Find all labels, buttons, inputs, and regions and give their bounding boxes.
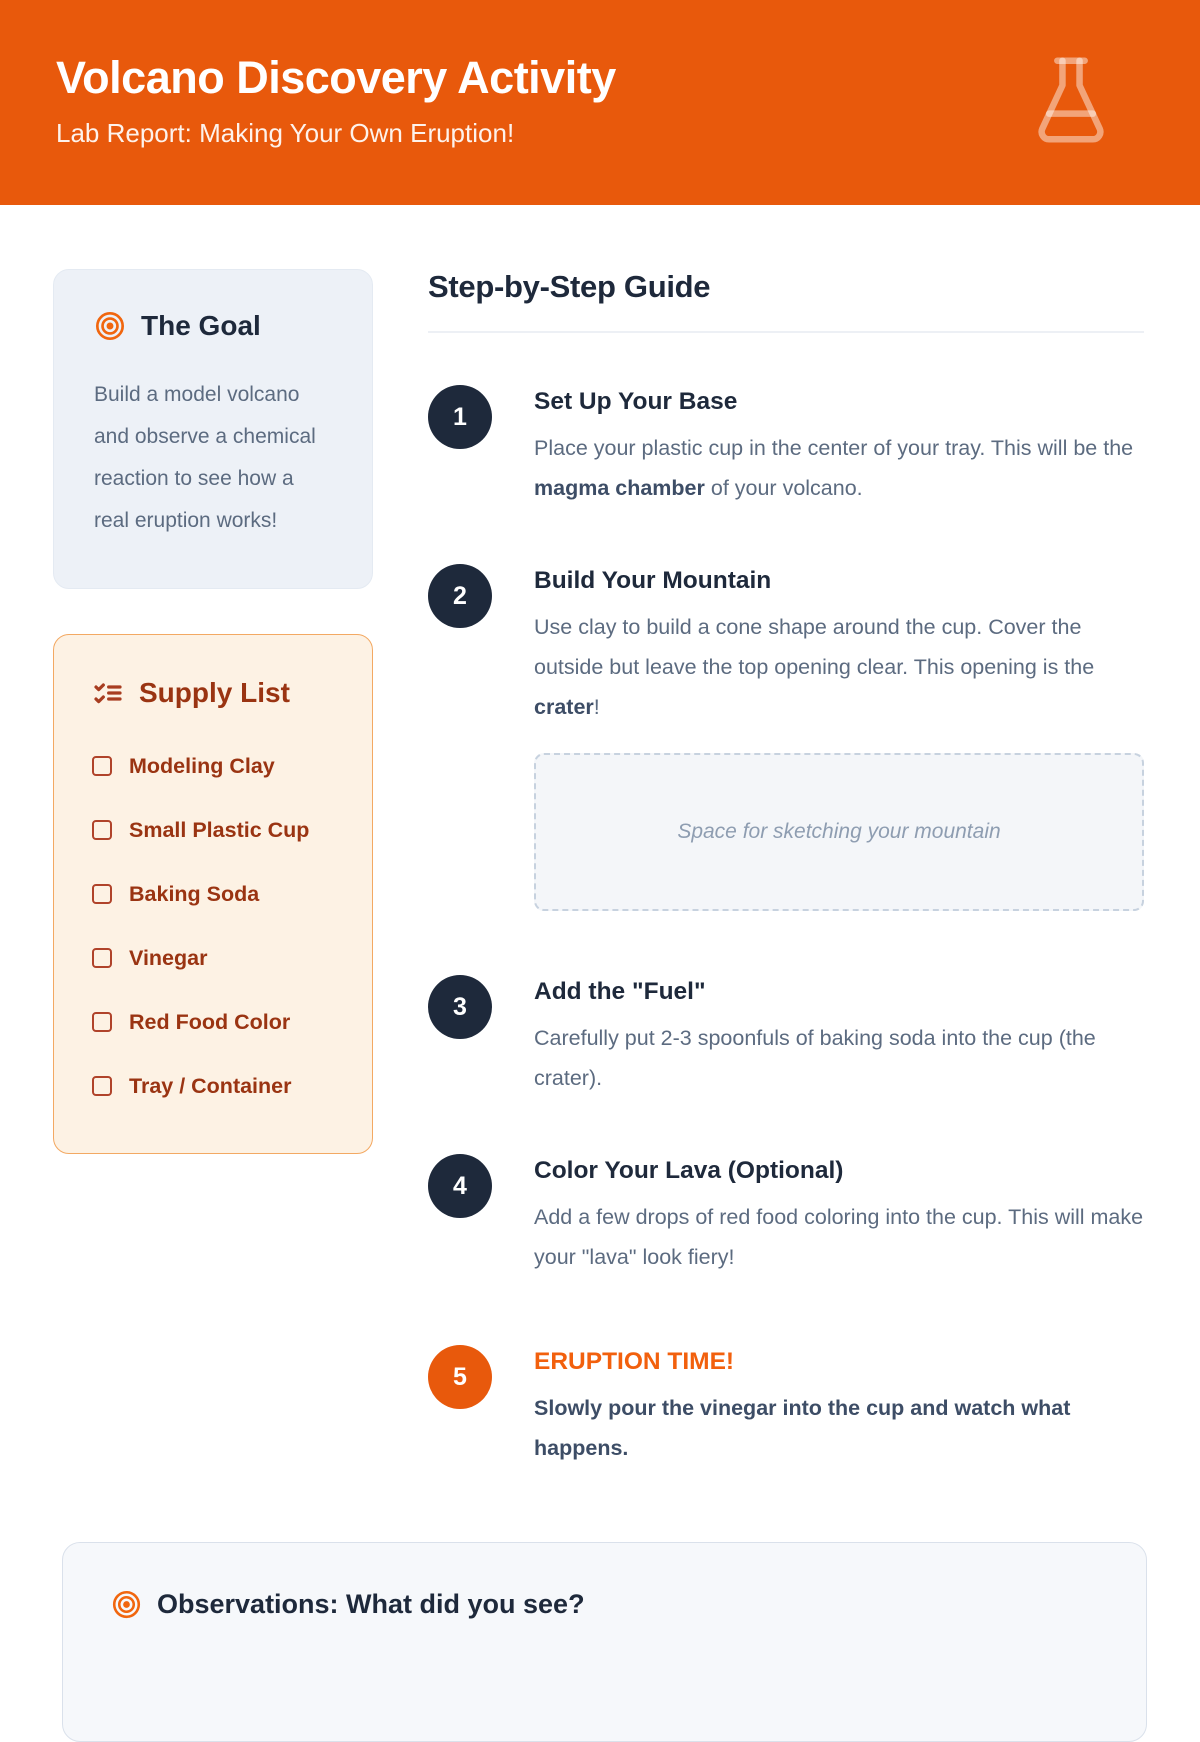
- step-5-body: [534, 1388, 1119, 1468]
- guide-heading: Step-by-Step Guide: [428, 269, 711, 304]
- supply-card: [53, 634, 373, 1154]
- sketch-area: [534, 753, 1144, 911]
- supply-item-modeling-clay: [92, 747, 342, 785]
- step-1-text: [534, 385, 1144, 508]
- page-subtitle: Lab Report: Making Your Own Eruption!: [56, 118, 515, 148]
- heading-divider: [428, 331, 1144, 333]
- step-5-title: ERUPTION TIME!: [534, 1348, 735, 1375]
- checkbox-plastic-cup[interactable]: [92, 820, 112, 840]
- step-1-body-pre: Place your plastic cup in the center of your tray. This will be the: [534, 436, 1134, 460]
- goal-title: The Goal: [141, 310, 261, 341]
- step-2-body-pre: Use clay to build a cone shape around the cup. Cover the outside but leave the top opening clear. This opening is the: [534, 615, 1095, 679]
- checkbox-vinegar[interactable]: [92, 948, 112, 968]
- step-1-body: [534, 428, 1144, 508]
- supply-item-baking-soda: [92, 875, 342, 913]
- step-3-title: Add the "Fuel": [534, 978, 706, 1005]
- step-1-title: Set Up Your Base: [534, 388, 738, 415]
- step-3-body-pre: Carefully put 2-3 spoonfuls of baking soda into the cup (the crater).: [534, 1026, 1096, 1090]
- step-1-body-bold: magma chamber: [534, 476, 705, 500]
- step-2-text: [534, 564, 1144, 911]
- supply-title: Supply List: [139, 677, 290, 708]
- observations-card: [62, 1542, 1147, 1742]
- supply-item-tray-container: [92, 1067, 342, 1105]
- supply-item-red-food-color: [92, 1003, 342, 1041]
- supply-item-label: Baking Soda: [129, 882, 260, 906]
- goal-title-row: [94, 310, 332, 342]
- target-icon: [111, 1589, 142, 1620]
- sketch-placeholder: Space for sketching your mountain: [677, 820, 1001, 843]
- step-4-title: Color Your Lava (Optional): [534, 1157, 844, 1184]
- step-4-body: [534, 1197, 1144, 1277]
- step-4: [428, 1154, 1144, 1277]
- supply-list: [92, 747, 342, 1105]
- step-3-body: [534, 1018, 1144, 1098]
- checklist-icon: [92, 677, 124, 709]
- step-guide: [428, 269, 1144, 1468]
- checkbox-modeling-clay[interactable]: [92, 756, 112, 776]
- step-2-number-badge: 2: [428, 564, 492, 628]
- supply-item-label: Small Plastic Cup: [129, 818, 310, 842]
- supply-item-label: Vinegar: [129, 946, 208, 970]
- step-1-number-badge: 1: [428, 385, 492, 449]
- step-3-number-badge: 3: [428, 975, 492, 1039]
- supply-title-row: [92, 677, 342, 709]
- step-2-body: [534, 607, 1144, 727]
- step-5-number-badge: 5: [428, 1345, 492, 1409]
- goal-card: [53, 269, 373, 589]
- step-4-number-badge: 4: [428, 1154, 492, 1218]
- step-2-body-bold: crater: [534, 695, 594, 719]
- checkbox-tray-container[interactable]: [92, 1076, 112, 1096]
- checkbox-baking-soda[interactable]: [92, 884, 112, 904]
- step-2: [428, 564, 1144, 911]
- observations-title-row: [111, 1589, 1098, 1620]
- supply-item-vinegar: [92, 939, 342, 977]
- goal-text: Build a model volcano and observe a chemical reaction to see how a real eruption works!: [94, 383, 316, 532]
- content-area: [0, 205, 1200, 1468]
- step-5-body-pre: Slowly pour the vinegar into the cup and watch what happens.: [534, 1396, 1071, 1460]
- target-icon: [94, 310, 126, 342]
- supply-item-plastic-cup: [92, 811, 342, 849]
- checkbox-red-food-color[interactable]: [92, 1012, 112, 1032]
- page-title: Volcano Discovery Activity: [56, 52, 616, 103]
- step-2-body-post: !: [593, 695, 600, 719]
- step-3-text: [534, 975, 1144, 1098]
- page-header: [0, 0, 1200, 205]
- step-5: [428, 1345, 1144, 1468]
- observations-title: Observations: What did you see?: [157, 1589, 585, 1619]
- supply-item-label: Red Food Color: [129, 1010, 291, 1034]
- step-4-text: [534, 1154, 1144, 1277]
- supply-item-label: Modeling Clay: [129, 754, 275, 778]
- step-5-text: [534, 1345, 1144, 1468]
- step-1: [428, 385, 1144, 508]
- step-4-body-pre: Add a few drops of red food coloring into the cup. This will make your "lava" look fiery!: [534, 1205, 1144, 1269]
- step-1-body-post: of your volcano.: [704, 476, 863, 500]
- supply-item-label: Tray / Container: [129, 1074, 292, 1098]
- sidebar: [53, 269, 373, 1154]
- step-2-title: Build Your Mountain: [534, 567, 772, 594]
- step-3: [428, 975, 1144, 1098]
- flask-icon: [1030, 52, 1112, 148]
